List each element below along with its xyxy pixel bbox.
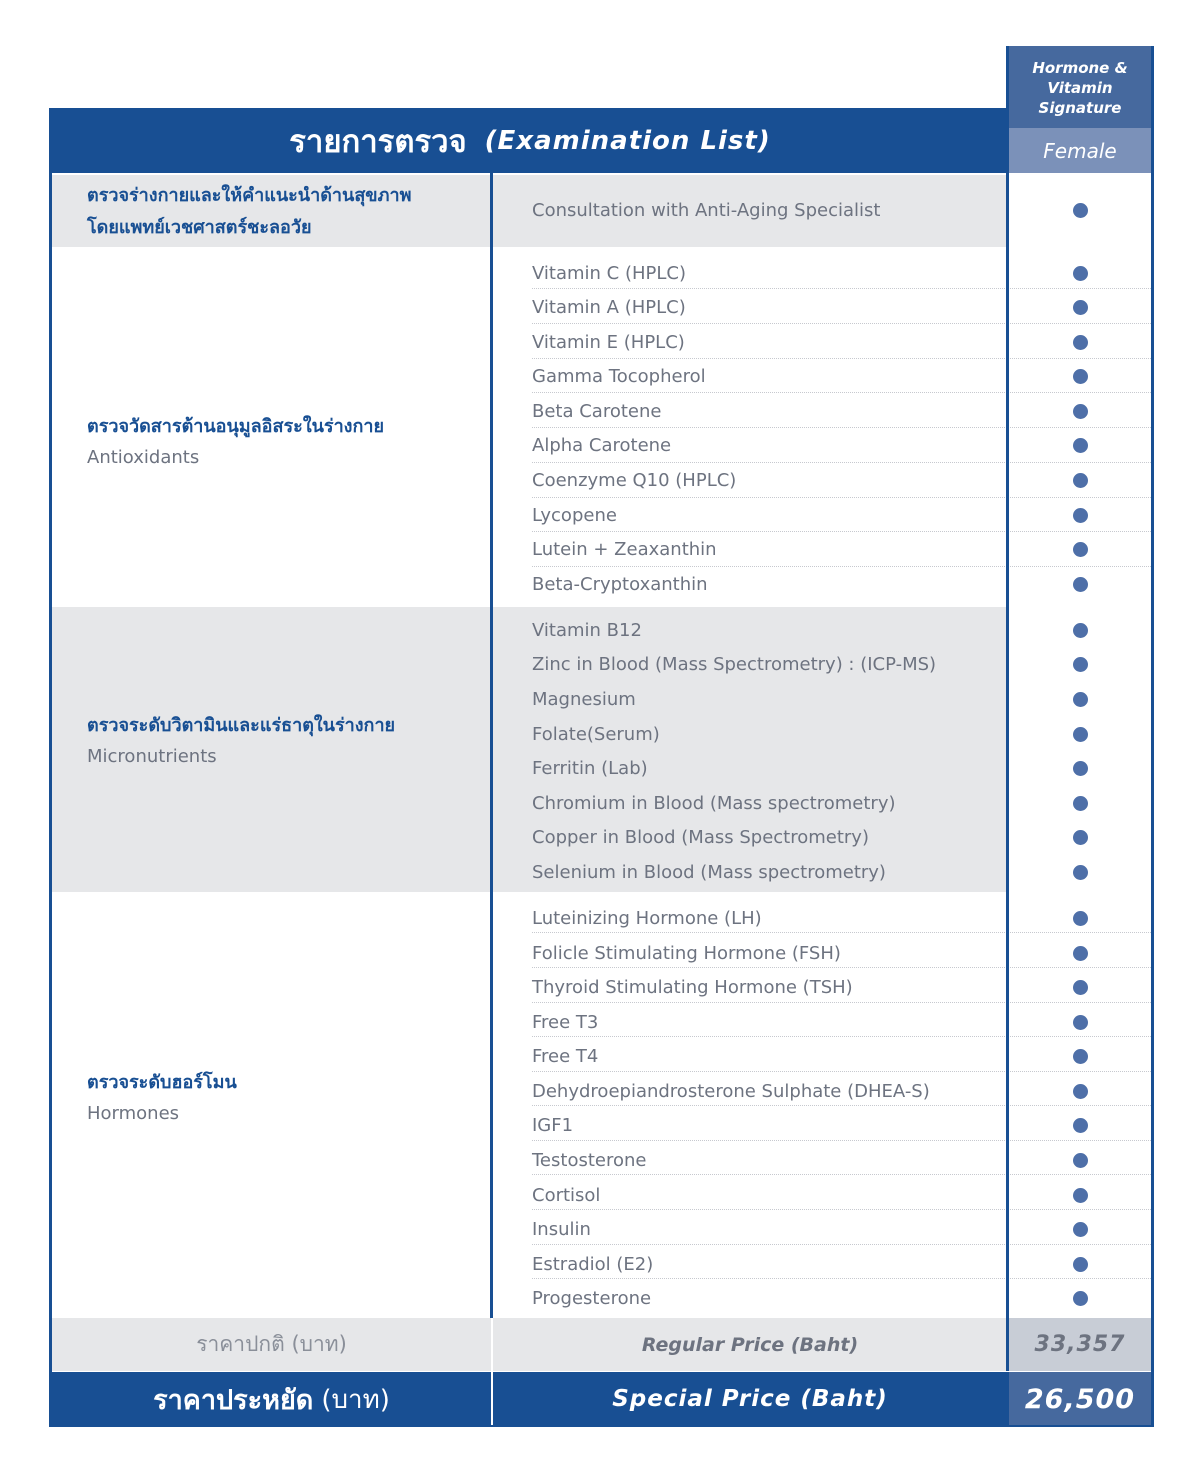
- row-divider: [532, 1071, 1151, 1072]
- exam-item: Magnesium: [532, 689, 636, 710]
- section-title-thai: ตรวจระดับวิตามินและแร่ธาตุในร่างกาย: [87, 715, 396, 736]
- column-divider: [490, 173, 493, 1318]
- section-antioxidants-title: [87, 411, 487, 473]
- section-consultation-title: [87, 180, 487, 244]
- included-dot-icon: [1073, 1257, 1088, 1272]
- section-title-thai: ตรวจระดับฮอร์โมน: [87, 1072, 237, 1093]
- exam-item: Lutein + Zeaxanthin: [532, 539, 717, 560]
- included-dot-icon: [1073, 335, 1088, 350]
- section-title-en: Antioxidants: [87, 447, 200, 468]
- exam-item: Selenium in Blood (Mass spectrometry): [532, 862, 886, 883]
- table-title: [52, 108, 1008, 173]
- included-dot-icon: [1073, 980, 1088, 995]
- included-dot-icon: [1073, 1188, 1088, 1203]
- exam-item: Copper in Blood (Mass Spectrometry): [532, 827, 869, 848]
- title-thai: รายการตรวจ: [289, 123, 467, 160]
- exam-item: Chromium in Blood (Mass spectrometry): [532, 793, 896, 814]
- exam-item: Dehydroepiandrosterone Sulphate (DHEA-S): [532, 1081, 930, 1102]
- package-gender: Female: [1009, 128, 1151, 173]
- exam-item: Estradiol (E2): [532, 1254, 654, 1275]
- included-dot-icon: [1073, 542, 1088, 557]
- included-dot-icon: [1073, 865, 1088, 880]
- row-divider: [532, 497, 1151, 498]
- included-dot-icon: [1073, 508, 1088, 523]
- included-dot-icon: [1073, 369, 1088, 384]
- included-dot-icon: [1073, 727, 1088, 742]
- included-dot-icon: [1073, 796, 1088, 811]
- table-bottom-border: [49, 1425, 1154, 1427]
- package-name: Hormone & Vitamin Signature: [1032, 59, 1128, 117]
- section-title-en: Micronutrients: [87, 746, 217, 767]
- included-dot-icon: [1073, 911, 1088, 926]
- exam-item: Coenzyme Q10 (HPLC): [532, 470, 737, 491]
- exam-item: Beta-Cryptoxanthin: [532, 574, 708, 595]
- exam-item: Luteinizing Hormone (LH): [532, 908, 762, 929]
- included-dot-icon: [1073, 946, 1088, 961]
- special-price-label-en: Special Price (Baht): [612, 1386, 888, 1412]
- exam-item: Free T4: [532, 1046, 599, 1067]
- regular-price-label-thai: ราคาปกติ (บาท): [196, 1332, 347, 1356]
- included-dot-icon: [1073, 300, 1088, 315]
- included-dot-icon: [1073, 761, 1088, 776]
- table-left-border: [49, 108, 52, 1426]
- section-title-line: ตรวจร่างกายและให้คำแนะนำด้านสุขภาพ: [87, 185, 412, 206]
- included-dot-icon: [1073, 830, 1088, 845]
- included-dot-icon: [1073, 657, 1088, 672]
- special-price-thai-unit: (บาท): [321, 1384, 390, 1415]
- title-english: (Examination List): [484, 125, 771, 156]
- exam-item: Free T3: [532, 1012, 599, 1033]
- section-title-thai: ตรวจวัดสารต้านอนุมูลอิสระในร่างกาย: [87, 416, 385, 437]
- exam-item: Lycopene: [532, 505, 617, 526]
- regular-price-value: 33,357: [1009, 1318, 1151, 1371]
- included-dot-icon: [1073, 203, 1088, 218]
- special-price-value: 26,500: [1009, 1372, 1151, 1426]
- included-dot-icon: [1073, 1291, 1088, 1306]
- exam-item: Folate(Serum): [532, 724, 660, 745]
- exam-item: Vitamin C (HPLC): [532, 263, 686, 284]
- section-hormones-title: [87, 1067, 487, 1129]
- row-divider: [532, 1105, 1151, 1106]
- section-title-line: โดยแพทย์เวชศาสตร์ชะลอวัย: [87, 217, 312, 238]
- included-dot-icon: [1073, 577, 1088, 592]
- row-divider: [532, 932, 1151, 933]
- exam-item: Gamma Tocopherol: [532, 366, 706, 387]
- row-divider: [532, 1002, 1151, 1003]
- row-divider: [532, 1209, 1151, 1210]
- included-dot-icon: [1073, 1084, 1088, 1099]
- special-price-thai-bold: ราคาประหยัด: [153, 1384, 314, 1416]
- included-dot-icon: [1073, 438, 1088, 453]
- package-column-right-border: [1151, 46, 1154, 1426]
- exam-item: Ferritin (Lab): [532, 758, 648, 779]
- exam-item: Zinc in Blood (Mass Spectrometry) : (ICP-MS): [532, 654, 937, 675]
- row-divider: [532, 1174, 1151, 1175]
- row-divider: [532, 358, 1151, 359]
- row-divider: [532, 1036, 1151, 1037]
- included-dot-icon: [1073, 1222, 1088, 1237]
- included-dot-icon: [1073, 623, 1088, 638]
- included-dot-icon: [1073, 473, 1088, 488]
- row-divider: [532, 531, 1151, 532]
- exam-item: Alpha Carotene: [532, 435, 672, 456]
- exam-item: Folicle Stimulating Hormone (FSH): [532, 943, 841, 964]
- exam-item: Testosterone: [532, 1150, 647, 1171]
- exam-item: Vitamin A (HPLC): [532, 297, 686, 318]
- row-divider: [532, 323, 1151, 324]
- row-divider: [532, 462, 1151, 463]
- row-divider: [532, 1278, 1151, 1279]
- section-title-en: Hormones: [87, 1103, 180, 1124]
- exam-item: Progesterone: [532, 1288, 652, 1309]
- section-micronutrients-title: [87, 710, 487, 772]
- included-dot-icon: [1073, 1153, 1088, 1168]
- included-dot-icon: [1073, 1015, 1088, 1030]
- included-dot-icon: [1073, 1118, 1088, 1133]
- included-dot-icon: [1073, 404, 1088, 419]
- included-dot-icon: [1073, 266, 1088, 281]
- exam-item: Cortisol: [532, 1185, 601, 1206]
- included-dot-icon: [1073, 692, 1088, 707]
- exam-item: Vitamin B12: [532, 620, 642, 641]
- package-column-left-border: [1006, 46, 1009, 1371]
- exam-item: Beta Carotene: [532, 401, 662, 422]
- exam-item: Thyroid Stimulating Hormone (TSH): [532, 977, 853, 998]
- row-divider: [532, 392, 1151, 393]
- exam-item: Insulin: [532, 1219, 591, 1240]
- regular-price-label-en: Regular Price (Baht): [641, 1333, 859, 1356]
- row-divider: [532, 1140, 1151, 1141]
- included-dot-icon: [1073, 1049, 1088, 1064]
- exam-item: IGF1: [532, 1115, 574, 1136]
- row-divider: [532, 967, 1151, 968]
- price-column-divider: [491, 1318, 493, 1426]
- row-divider: [532, 427, 1151, 428]
- exam-item: Consultation with Anti-Aging Specialist: [532, 200, 881, 221]
- row-divider: [532, 1244, 1151, 1245]
- row-divider: [532, 288, 1151, 289]
- row-divider: [532, 566, 1151, 567]
- special-price-label-thai: [52, 1372, 491, 1426]
- exam-item: Vitamin E (HPLC): [532, 332, 685, 353]
